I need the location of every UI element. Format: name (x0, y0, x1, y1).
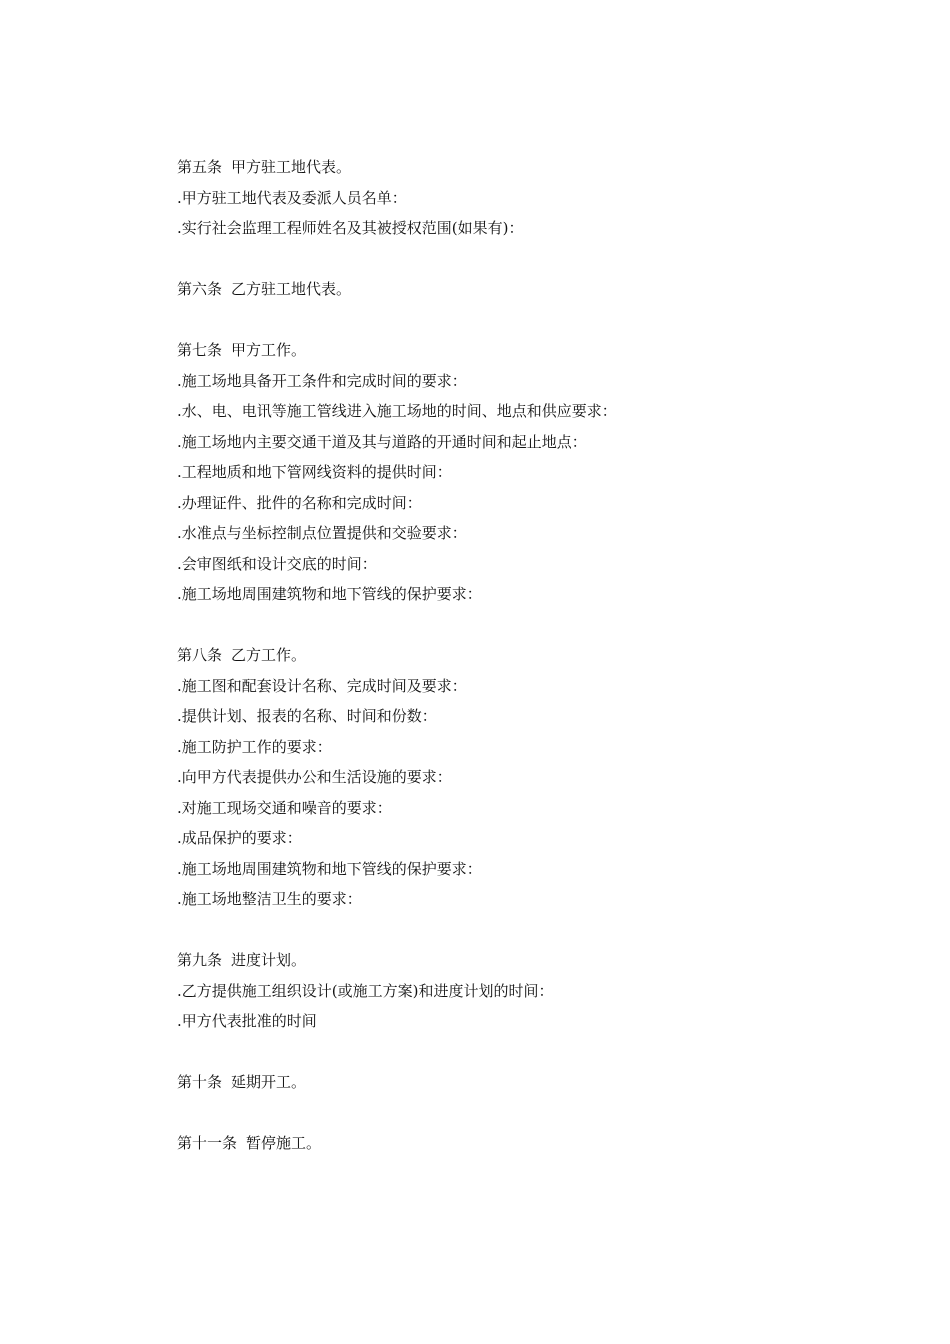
list-item: .乙方提供施工组织设计(或施工方案)和进度计划的时间： (177, 981, 554, 1000)
section (177, 945, 897, 1037)
section (177, 1067, 897, 1098)
section (177, 274, 897, 305)
section-title: 甲方工作。 (231, 341, 307, 359)
section (177, 335, 897, 610)
list-item: .会审图纸和设计交底的时间： (177, 554, 377, 573)
section-number: 第九条 (177, 951, 223, 969)
section-heading (177, 1067, 897, 1098)
section-heading (177, 274, 897, 305)
list-item: .施工场地周围建筑物和地下管线的保护要求： (177, 585, 482, 603)
list-item: .甲方代表批准的时间 (177, 1012, 317, 1030)
section-number: 第十条 (177, 1073, 223, 1091)
section-spacer (177, 915, 897, 946)
list-item: .施工场地整洁卫生的要求： (177, 890, 362, 908)
section-title: 暂停施工。 (246, 1134, 322, 1152)
list-item: .水、电、电讯等施工管线进入施工场地的时间、地点和供应要求： (177, 402, 617, 420)
section-title: 乙方工作。 (231, 646, 307, 664)
section-heading (177, 945, 897, 976)
list-item: .提供计划、报表的名称、时间和份数： (177, 707, 437, 725)
section-heading (177, 335, 897, 366)
section-heading (177, 1128, 897, 1159)
section-spacer (177, 305, 897, 336)
list-item: .向甲方代表提供办公和生活设施的要求： (177, 768, 452, 786)
list-item: .施工防护工作的要求： (177, 737, 332, 756)
list-item: .工程地质和地下管网线资料的提供时间： (177, 463, 452, 481)
section-title: 乙方驻工地代表。 (231, 280, 352, 298)
list-item: .施工场地内主要交通干道及其与道路的开通时间和起止地点： (177, 432, 587, 451)
list-item: .施工图和配套设计名称、完成时间及要求： (177, 676, 467, 695)
section (177, 1128, 897, 1159)
section-spacer (177, 610, 897, 641)
list-item: .实行社会监理工程师姓名及其被授权范围(如果有)： (177, 219, 524, 237)
section-heading (177, 152, 897, 183)
section-title: 甲方驻工地代表。 (231, 158, 352, 176)
section-number: 第八条 (177, 646, 223, 664)
section-spacer (177, 1098, 897, 1129)
section-spacer (177, 244, 897, 275)
section-spacer (177, 1037, 897, 1068)
section-title: 进度计划。 (231, 951, 307, 969)
section-heading (177, 640, 897, 671)
list-item: .甲方驻工地代表及委派人员名单： (177, 188, 407, 207)
section-number: 第七条 (177, 341, 223, 359)
section (177, 152, 897, 244)
list-item: .施工场地具备开工条件和完成时间的要求： (177, 371, 467, 390)
section-number: 第六条 (177, 280, 223, 298)
list-item: .水准点与坐标控制点位置提供和交验要求： (177, 524, 467, 542)
section-number: 第五条 (177, 158, 223, 176)
section (177, 640, 897, 915)
list-item: .成品保护的要求： (177, 829, 302, 847)
document-body (177, 152, 897, 1159)
list-item: .办理证件、批件的名称和完成时间： (177, 493, 422, 512)
list-item: .对施工现场交通和噪音的要求： (177, 798, 392, 817)
section-title: 延期开工。 (231, 1073, 307, 1091)
section-number: 第十一条 (177, 1134, 238, 1152)
list-item: .施工场地周围建筑物和地下管线的保护要求： (177, 859, 482, 878)
